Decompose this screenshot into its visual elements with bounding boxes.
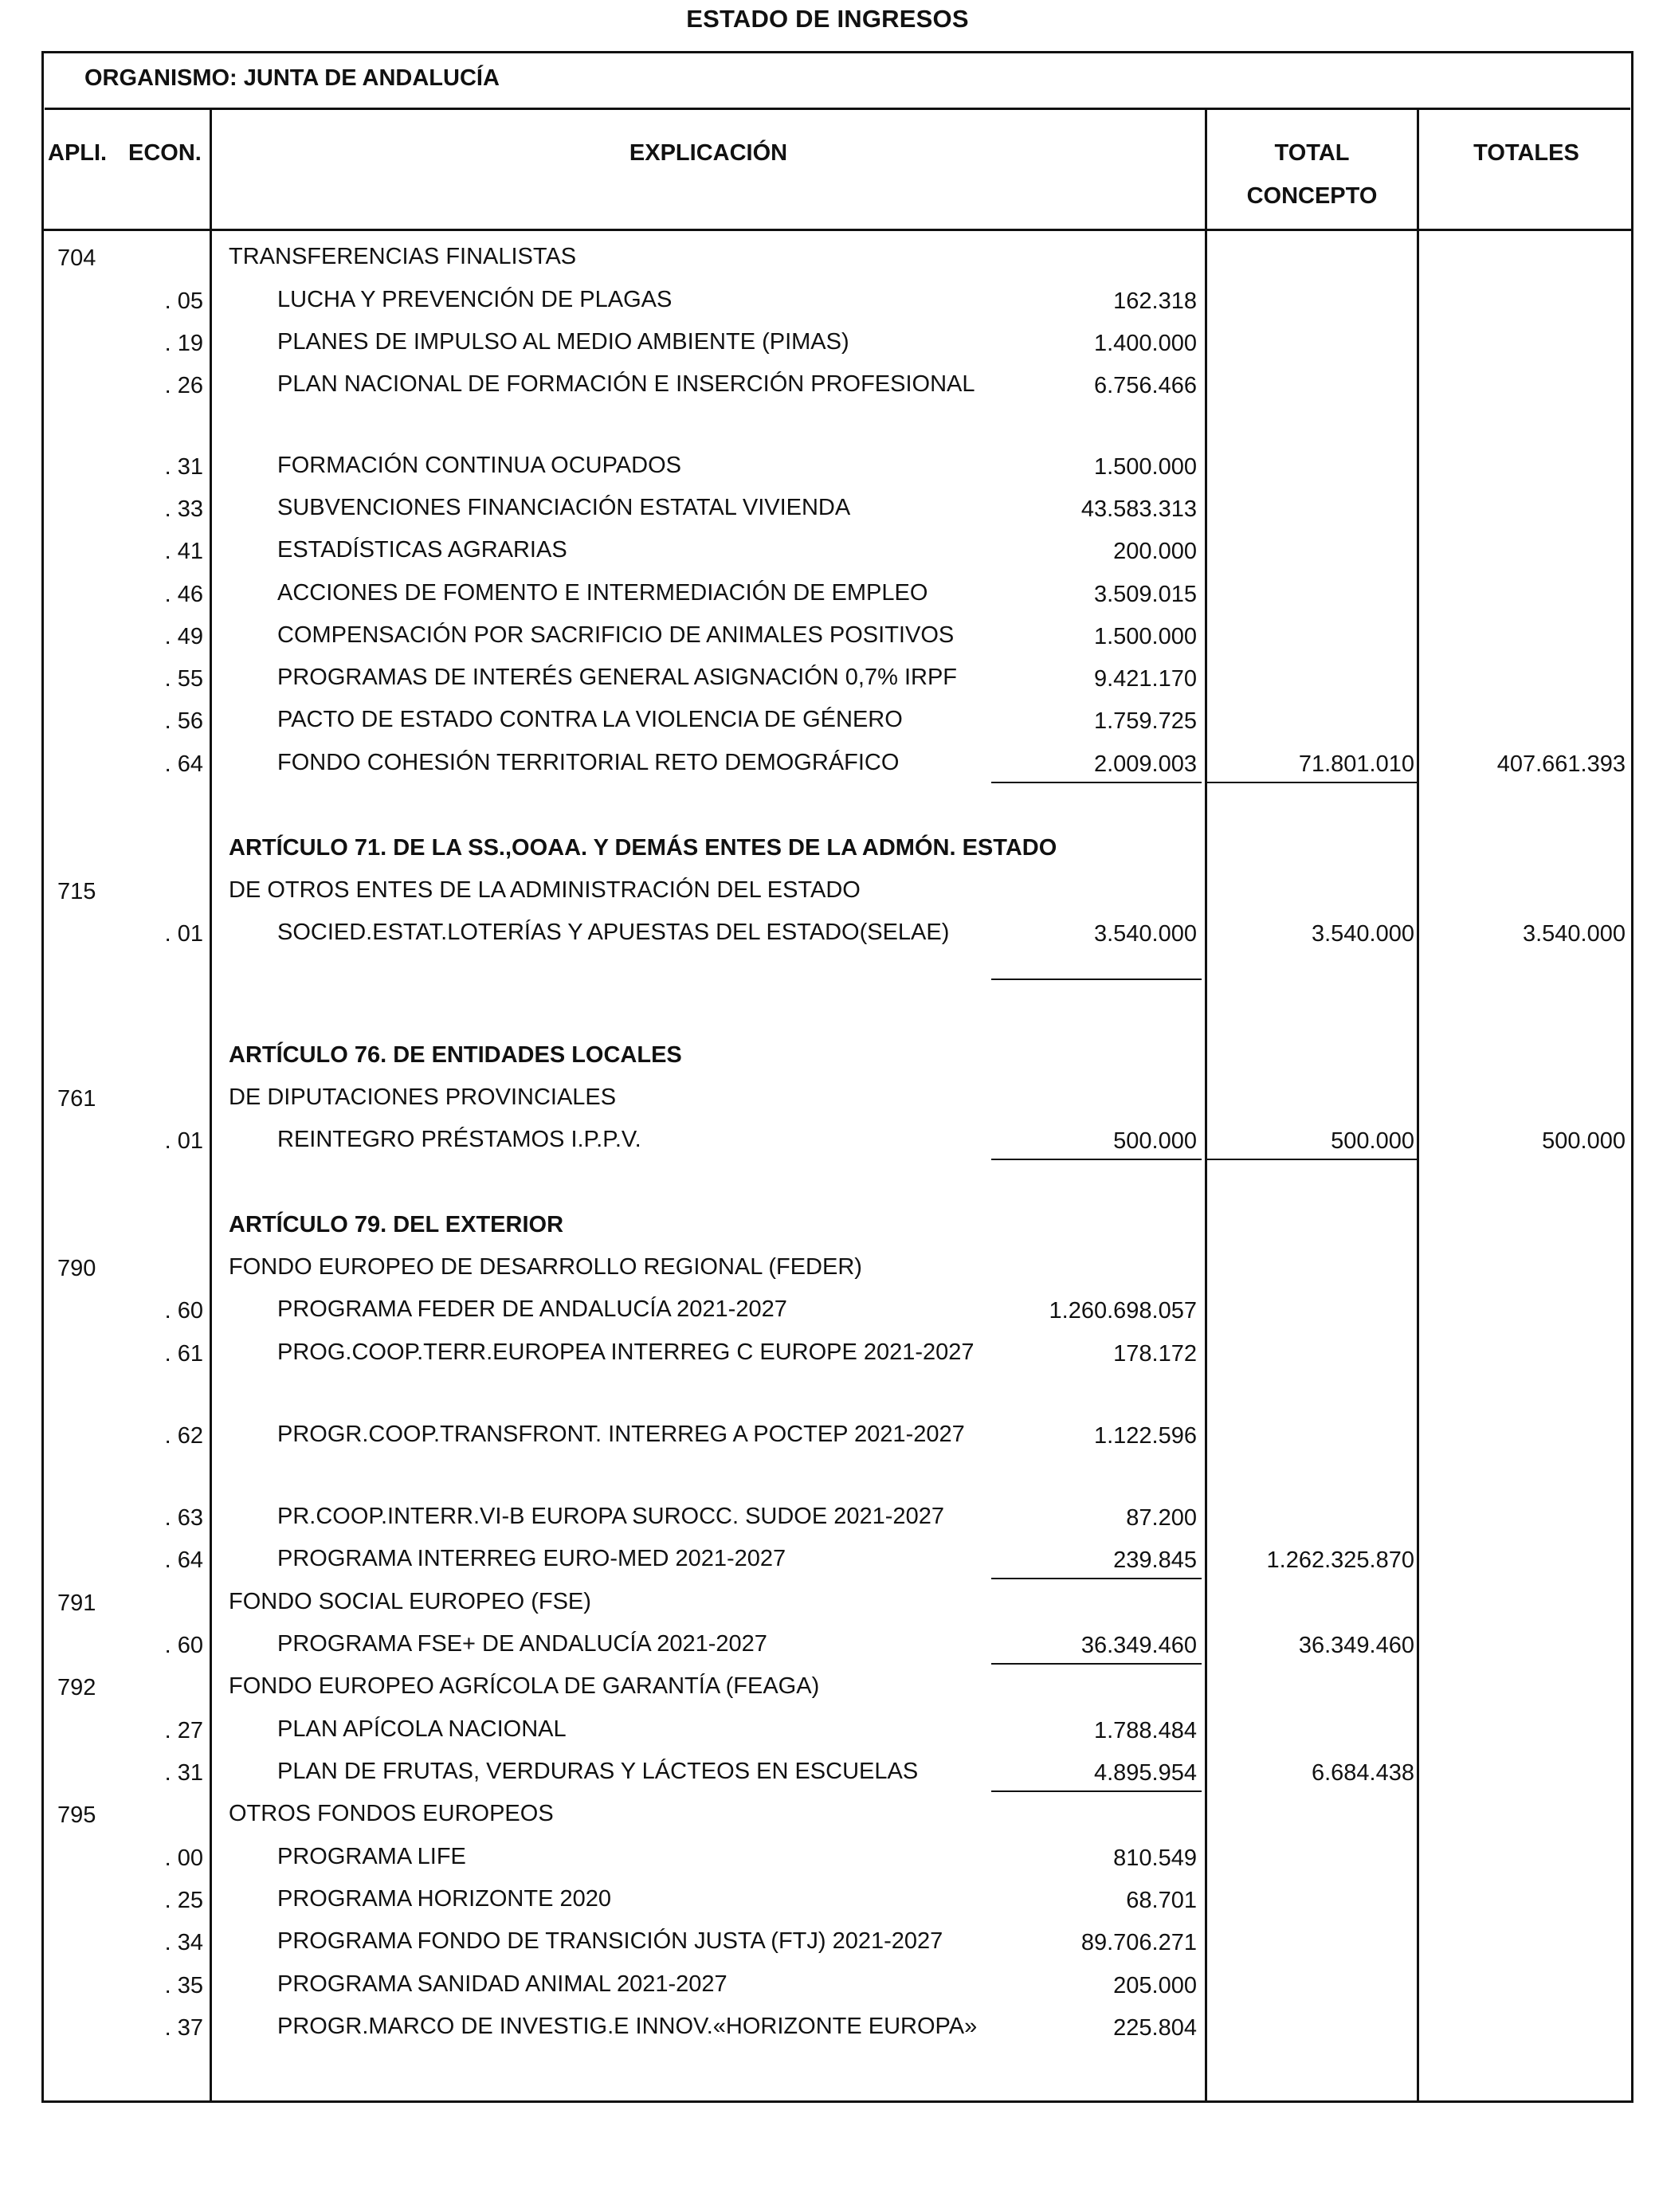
econ-cell: . 55 [164, 666, 203, 692]
header-total-concepto-line1: TOTAL [1274, 140, 1350, 166]
total-concepto-amount: 36.349.460 [1298, 1633, 1414, 1658]
header-totales: TOTALES [1473, 140, 1579, 166]
explicacion-cell: ESTADÍSTICAS AGRARIAS [277, 537, 567, 563]
explicacion-cell: FORMACIÓN CONTINUA OCUPADOS [277, 453, 681, 478]
econ-cell: . 31 [164, 454, 203, 480]
econ-cell: . 34 [164, 1930, 203, 1955]
apli-cell: 761 [57, 1086, 96, 1112]
subtotal-underline [991, 1663, 1202, 1665]
explicacion-cell: ARTÍCULO 79. DEL EXTERIOR [229, 1212, 564, 1237]
header-econ: ECON. [128, 140, 202, 166]
explicacion-cell: PROG.COOP.TERR.EUROPEA INTERREG C EUROPE 2021-2027 [277, 1339, 975, 1365]
totales-amount: 500.000 [1542, 1128, 1626, 1154]
explicacion-cell: TRANSFERENCIAS FINALISTAS [229, 244, 577, 269]
explicacion-cell: ACCIONES DE FOMENTO E INTERMEDIACIÓN DE EMPLEO [277, 580, 928, 606]
header-apli: APLI. [48, 140, 108, 166]
econ-cell: . 41 [164, 539, 203, 564]
explicacion-cell: FONDO SOCIAL EUROPEO (FSE) [229, 1589, 591, 1614]
explicacion-cell: PLAN APÍCOLA NACIONAL [277, 1716, 567, 1742]
explicacion-cell: PLANES DE IMPULSO AL MEDIO AMBIENTE (PIMAS) [277, 329, 849, 355]
subconcepto-amount: 1.759.725 [1093, 708, 1197, 734]
econ-cell: . 61 [164, 1341, 203, 1367]
econ-cell: . 37 [164, 2015, 203, 2041]
total-concepto-amount: 6.684.438 [1311, 1760, 1414, 1786]
organismo-label: ORGANISMO: JUNTA DE ANDALUCÍA [84, 65, 500, 91]
page-title: ESTADO DE INGRESOS [686, 5, 969, 33]
subtotal-underline [991, 979, 1202, 980]
totales-amount: 3.540.000 [1522, 921, 1626, 947]
econ-cell: . 64 [164, 751, 203, 777]
subconcepto-amount: 162.318 [1113, 288, 1197, 314]
econ-cell: . 00 [164, 1845, 203, 1871]
explicacion-cell: DE DIPUTACIONES PROVINCIALES [229, 1084, 617, 1110]
subconcepto-amount: 3.509.015 [1093, 582, 1197, 607]
apli-cell: 704 [57, 245, 96, 271]
subconcepto-amount: 36.349.460 [1080, 1633, 1197, 1658]
econ-cell: . 33 [164, 496, 203, 522]
econ-cell: . 49 [164, 624, 203, 649]
explicacion-cell: PROGRAMA HORIZONTE 2020 [277, 1886, 611, 1912]
subconcepto-amount: 9.421.170 [1093, 666, 1197, 692]
explicacion-cell: SUBVENCIONES FINANCIACIÓN ESTATAL VIVIENDA [277, 495, 851, 520]
explicacion-cell: PROGR.MARCO DE INVESTIG.E INNOV.«HORIZONTE EUROPA» [277, 2014, 978, 2039]
total-concepto-amount: 500.000 [1331, 1128, 1414, 1154]
explicacion-cell: FONDO EUROPEO AGRÍCOLA DE GARANTÍA (FEAGA) [229, 1673, 820, 1699]
econ-cell: . 01 [164, 1128, 203, 1154]
explicacion-cell: PROGRAMAS DE INTERÉS GENERAL ASIGNACIÓN 0,7% IRPF [277, 665, 958, 690]
explicacion-cell: LUCHA Y PREVENCIÓN DE PLAGAS [277, 287, 673, 312]
apli-cell: 715 [57, 879, 96, 904]
subconcepto-amount: 4.895.954 [1093, 1760, 1197, 1786]
explicacion-cell: REINTEGRO PRÉSTAMOS I.P.P.V. [277, 1127, 641, 1152]
subconcepto-amount: 239.845 [1113, 1547, 1197, 1573]
subconcepto-amount: 87.200 [1126, 1505, 1197, 1531]
explicacion-cell: FONDO EUROPEO DE DESARROLLO REGIONAL (FEDER) [229, 1254, 862, 1280]
explicacion-cell: ARTÍCULO 71. DE LA SS.,OOAA. Y DEMÁS ENTES DE LA ADMÓN. ESTADO [229, 835, 1057, 861]
explicacion-cell: PROGRAMA INTERREG EURO-MED 2021-2027 [277, 1546, 786, 1571]
subconcepto-amount: 500.000 [1113, 1128, 1197, 1154]
explicacion-cell: PROGRAMA FSE+ DE ANDALUCÍA 2021-2027 [277, 1631, 767, 1657]
subconcepto-amount: 2.009.003 [1093, 751, 1197, 777]
header-total-concepto-line2: CONCEPTO [1246, 183, 1378, 209]
subconcepto-amount: 1.500.000 [1093, 624, 1197, 649]
subconcepto-amount: 43.583.313 [1080, 496, 1197, 522]
explicacion-cell: PROGRAMA FONDO DE TRANSICIÓN JUSTA (FTJ) 2021-2027 [277, 1928, 943, 1954]
econ-cell: . 64 [164, 1547, 203, 1573]
explicacion-cell: PROGRAMA FEDER DE ANDALUCÍA 2021-2027 [277, 1296, 787, 1322]
subconcepto-amount: 1.122.596 [1093, 1423, 1197, 1449]
total-concepto-amount: 1.262.325.870 [1266, 1547, 1414, 1573]
explicacion-cell: ARTÍCULO 76. DE ENTIDADES LOCALES [229, 1042, 682, 1068]
econ-cell: . 05 [164, 288, 203, 314]
subconcepto-amount: 810.549 [1113, 1845, 1197, 1871]
econ-cell: . 01 [164, 921, 203, 947]
explicacion-cell: DE OTROS ENTES DE LA ADMINISTRACIÓN DEL ESTADO [229, 877, 861, 903]
subtotal-underline [991, 782, 1202, 783]
econ-cell: . 27 [164, 1718, 203, 1743]
subconcepto-amount: 200.000 [1113, 539, 1197, 564]
apli-cell: 790 [57, 1256, 96, 1281]
header-separator [41, 229, 1633, 231]
econ-cell: . 62 [164, 1423, 203, 1449]
column-rule-concepto [1417, 110, 1419, 2103]
organismo-header [45, 53, 1630, 110]
econ-cell: . 19 [164, 331, 203, 356]
subconcepto-amount: 6.756.466 [1093, 373, 1197, 398]
subconcepto-amount: 178.172 [1113, 1341, 1197, 1367]
econ-cell: . 46 [164, 582, 203, 607]
column-rule-econ [210, 110, 212, 2103]
explicacion-cell: COMPENSACIÓN POR SACRIFICIO DE ANIMALES POSITIVOS [277, 622, 955, 648]
subconcepto-amount: 205.000 [1113, 1973, 1197, 1998]
totales-amount: 407.661.393 [1496, 751, 1626, 777]
total-concepto-amount: 3.540.000 [1311, 921, 1414, 947]
concepto-underline [1205, 782, 1417, 783]
subconcepto-amount: 1.260.698.057 [1049, 1298, 1197, 1324]
econ-cell: . 31 [164, 1760, 203, 1786]
explicacion-cell: PROGRAMA SANIDAD ANIMAL 2021-2027 [277, 1971, 727, 1997]
explicacion-cell: SOCIED.ESTAT.LOTERÍAS Y APUESTAS DEL ESTADO(SELAE) [277, 920, 950, 945]
econ-cell: . 26 [164, 373, 203, 398]
column-rule-explicacion [1205, 110, 1207, 2103]
apli-cell: 795 [57, 1802, 96, 1828]
concepto-underline [1205, 1159, 1417, 1160]
explicacion-cell: PLAN DE FRUTAS, VERDURAS Y LÁCTEOS EN ESCUELAS [277, 1759, 919, 1784]
explicacion-cell: PACTO DE ESTADO CONTRA LA VIOLENCIA DE GÉNERO [277, 707, 903, 732]
subconcepto-amount: 89.706.271 [1080, 1930, 1197, 1955]
econ-cell: . 63 [164, 1505, 203, 1531]
explicacion-cell: PROGRAMA LIFE [277, 1844, 466, 1869]
econ-cell: . 35 [164, 1973, 203, 1998]
subconcepto-amount: 1.788.484 [1093, 1718, 1197, 1743]
subtotal-underline [991, 1159, 1202, 1160]
explicacion-cell: PLAN NACIONAL DE FORMACIÓN E INSERCIÓN PROFESIONAL [277, 371, 975, 397]
explicacion-cell: FONDO COHESIÓN TERRITORIAL RETO DEMOGRÁFICO [277, 750, 900, 775]
subconcepto-amount: 3.540.000 [1093, 921, 1197, 947]
explicacion-cell: PROGR.COOP.TRANSFRONT. INTERREG A POCTEP 2021-2027 [277, 1422, 965, 1447]
econ-cell: . 25 [164, 1888, 203, 1913]
subconcepto-amount: 68.701 [1126, 1888, 1197, 1913]
header-explicacion: EXPLICACIÓN [629, 140, 788, 166]
econ-cell: . 60 [164, 1298, 203, 1324]
subconcepto-amount: 1.500.000 [1093, 454, 1197, 480]
subtotal-underline [991, 1790, 1202, 1792]
econ-cell: . 56 [164, 708, 203, 734]
subconcepto-amount: 225.804 [1113, 2015, 1197, 2041]
apli-cell: 791 [57, 1590, 96, 1616]
subconcepto-amount: 1.400.000 [1093, 331, 1197, 356]
subtotal-underline [991, 1578, 1202, 1579]
explicacion-cell: PR.COOP.INTERR.VI-B EUROPA SUROCC. SUDOE 2021-2027 [277, 1504, 944, 1529]
total-concepto-amount: 71.801.010 [1298, 751, 1414, 777]
explicacion-cell: OTROS FONDOS EUROPEOS [229, 1801, 554, 1826]
apli-cell: 792 [57, 1675, 96, 1700]
econ-cell: . 60 [164, 1633, 203, 1658]
